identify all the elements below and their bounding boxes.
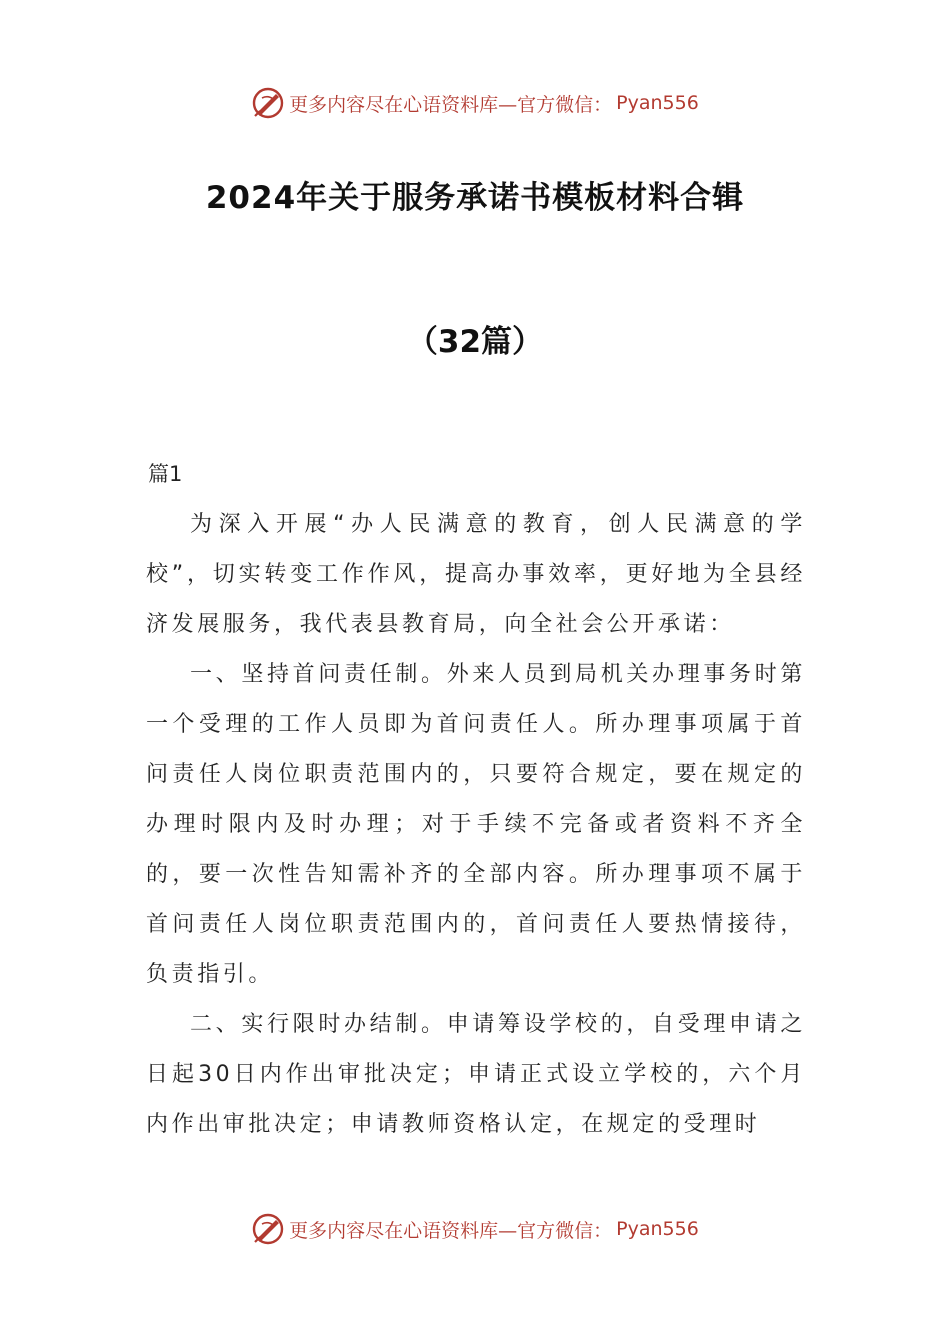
- pen-logo-icon: [251, 86, 285, 120]
- document-subtitle: （32篇）: [406, 324, 544, 360]
- watermark-wechat-id: Pyan556: [616, 1218, 699, 1240]
- paragraph-first-inquiry: 一、坚持首问责任制。外来人员到局机关办理事务时第一个受理的工作人员即为首问责任人。所办理事项属于首问责任人岗位职责范围内的，只要符合规定，要在规定的办理时限内及时办理；对于手续不完备或者资料不齐全的，要一次性告知需补齐的全部内容。所办理事项不属于首问责任人岗位职责范围内的，首问责任人要热情接待，负责指引。: [146, 662, 806, 987]
- watermark-text: 更多内容尽在心语资料库—官方微信：: [289, 1219, 613, 1242]
- header-watermark: [0, 83, 950, 123]
- paragraph-time-limit: 二、实行限时办结制。申请筹设学校的，自受理申请之日起30日内作出审批决定；申请正式设立学校的，六个月内作出审批决定；申请教师资格认定，在规定的受理时: [146, 1012, 806, 1137]
- footer-watermark: [0, 1209, 950, 1249]
- document-body: [146, 500, 806, 1150]
- watermark-text: 更多内容尽在心语资料库—官方微信：: [289, 93, 613, 116]
- paragraph-intro: 为深入开展“办人民满意的教育，创人民满意的学校”，切实转变工作作风，提高办事效率，更好地为全县经济发展服务，我代表县教育局，向全社会公开承诺：: [146, 512, 806, 637]
- watermark-wechat-id: Pyan556: [616, 92, 699, 114]
- section-label: 篇1: [148, 462, 183, 486]
- document-title: 2024年关于服务承诺书模板材料合辑: [205, 180, 745, 216]
- pen-logo-icon: [251, 1212, 285, 1246]
